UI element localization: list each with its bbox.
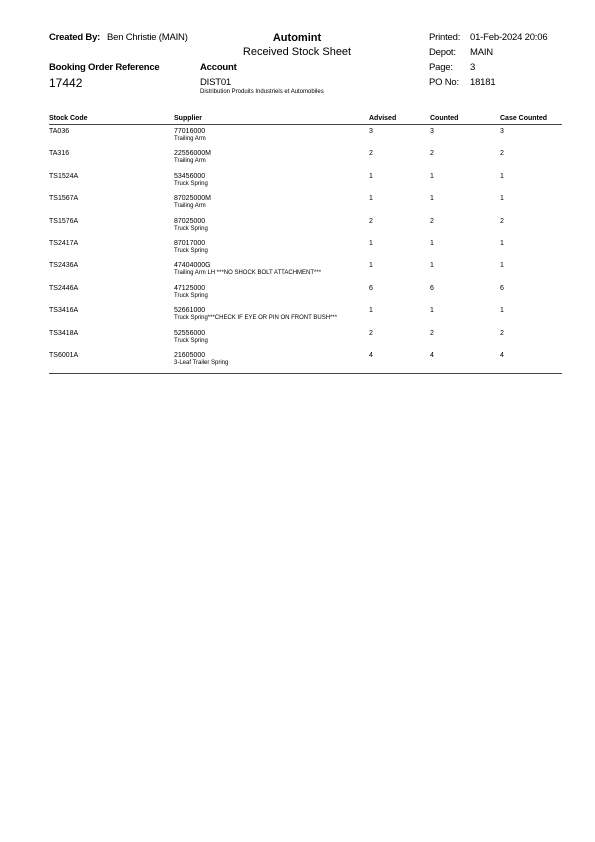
table-row [0, 128, 595, 151]
item-description-cell: 3-Leaf Trailer Spring [174, 360, 229, 366]
counted-qty-cell: 1 [430, 262, 434, 270]
stock-code-cell: TA316 [49, 150, 70, 158]
case-counted-qty-cell: 1 [500, 307, 504, 315]
supplier-code-cell: 52661000 [174, 307, 206, 315]
booking-ref-value: 17442 [49, 76, 83, 90]
item-description-cell: Trailing Arm LH ***NO SHOCK BOLT ATTACHMENT*** [174, 270, 322, 277]
table-row [0, 240, 595, 263]
counted-qty-cell: 1 [430, 240, 434, 247]
item-description-cell: Trailing Arm [174, 136, 206, 142]
table-row [0, 262, 595, 285]
advised-qty-cell: 1 [369, 307, 373, 315]
counted-qty-cell: 6 [430, 284, 434, 292]
case-counted-qty-cell: 6 [500, 284, 504, 292]
supplier-code-cell: 53456000 [174, 172, 206, 180]
stock-code-cell: TS2417A [49, 240, 79, 247]
company-name: Automint [272, 32, 322, 44]
printed-label: Printed: [429, 32, 461, 43]
case-counted-qty-cell: 1 [500, 240, 504, 247]
case-counted-qty-cell: 1 [500, 262, 504, 270]
table-bottom-divider [49, 373, 562, 374]
case-counted-qty-cell: 2 [500, 150, 504, 158]
supplier-code-cell: 52556000 [174, 329, 206, 337]
case-counted-qty-cell: 3 [500, 128, 504, 135]
advised-qty-cell: 6 [369, 284, 373, 292]
case-counted-qty-cell: 4 [500, 352, 504, 359]
supplier-code-cell: 77016000 [174, 128, 206, 135]
stock-code-cell: TA036 [49, 128, 70, 135]
page-label: Page: [429, 62, 453, 73]
col-header-advised: Advised [369, 115, 397, 122]
supplier-code-cell: 47404000G [174, 262, 211, 270]
case-counted-qty-cell: 1 [500, 172, 504, 180]
col-header-stock-code: Stock Code [49, 115, 88, 122]
item-description-cell: Truck Spring [174, 337, 208, 344]
depot-label: Depot: [429, 47, 456, 58]
table-row [0, 218, 595, 241]
counted-qty-cell: 4 [430, 352, 434, 359]
col-header-case-counted: Case Counted [500, 115, 548, 122]
account-code: DIST01 [200, 77, 232, 88]
counted-qty-cell: 2 [430, 329, 434, 337]
printed-value: 01-Feb-2024 20:06 [470, 32, 548, 43]
table-row [0, 195, 595, 218]
table-row [0, 150, 595, 173]
stock-code-cell: TS1576A [49, 217, 79, 225]
stock-code-cell: TS3418A [49, 329, 79, 337]
advised-qty-cell: 4 [369, 352, 373, 359]
stock-code-cell: TS2436A [49, 262, 79, 270]
item-description-cell: Truck Spring [174, 180, 208, 187]
depot-value: MAIN [470, 47, 493, 58]
stock-code-cell: TS2446A [49, 284, 79, 292]
advised-qty-cell: 2 [369, 217, 373, 225]
counted-qty-cell: 2 [430, 217, 434, 225]
advised-qty-cell: 2 [369, 329, 373, 337]
case-counted-qty-cell: 1 [500, 195, 504, 203]
table-row [0, 173, 595, 196]
case-counted-qty-cell: 2 [500, 217, 504, 225]
item-description-cell: Truck Spring [174, 248, 208, 254]
item-description-cell: Trailing Arm [174, 203, 206, 210]
counted-qty-cell: 2 [430, 150, 434, 158]
counted-qty-cell: 1 [430, 172, 434, 180]
sheet-title: Received Stock Sheet [242, 46, 352, 58]
created-by-label: Created By: [49, 32, 101, 43]
account-label: Account [200, 62, 237, 73]
table-header-divider [49, 124, 562, 125]
po-label: PO No: [429, 77, 459, 88]
item-description-cell: Truck Spring [174, 225, 208, 232]
advised-qty-cell: 1 [369, 195, 373, 203]
advised-qty-cell: 3 [369, 128, 373, 135]
table-row [0, 330, 595, 353]
table-row [0, 352, 595, 375]
created-by-value: Ben Christie (MAIN) [107, 32, 188, 43]
account-name: Distribution Produits Industriels et Automobiles [200, 89, 324, 95]
counted-qty-cell: 1 [430, 195, 434, 203]
supplier-code-cell: 22556000M [174, 150, 211, 158]
page-value: 3 [470, 62, 476, 73]
item-description-cell: Truck Spring***CHECK IF EYE OR PIN ON FRONT BUSH*** [174, 315, 338, 322]
supplier-code-cell: 87025000 [174, 217, 206, 225]
counted-qty-cell: 1 [430, 307, 434, 315]
supplier-code-cell: 47125000 [174, 284, 206, 292]
case-counted-qty-cell: 2 [500, 329, 504, 337]
item-description-cell: Truck Spring [174, 292, 208, 299]
advised-qty-cell: 1 [369, 172, 373, 180]
supplier-code-cell: 21605000 [174, 352, 206, 359]
table-row [0, 307, 595, 330]
po-value: 18181 [470, 77, 496, 88]
advised-qty-cell: 1 [369, 262, 373, 270]
booking-ref-label: Booking Order Reference [49, 62, 160, 73]
stock-code-cell: TS1567A [49, 195, 79, 203]
supplier-code-cell: 87025000M [174, 195, 211, 203]
col-header-supplier: Supplier [174, 115, 203, 122]
advised-qty-cell: 1 [369, 240, 373, 247]
counted-qty-cell: 3 [430, 128, 434, 135]
stock-code-cell: TS1524A [49, 172, 79, 180]
advised-qty-cell: 2 [369, 150, 373, 158]
col-header-counted: Counted [430, 115, 459, 122]
supplier-code-cell: 87017000 [174, 240, 206, 247]
stock-code-cell: TS6001A [49, 352, 79, 359]
item-description-cell: Trailing Arm [174, 158, 206, 165]
table-row [0, 285, 595, 308]
stock-code-cell: TS3416A [49, 307, 79, 315]
